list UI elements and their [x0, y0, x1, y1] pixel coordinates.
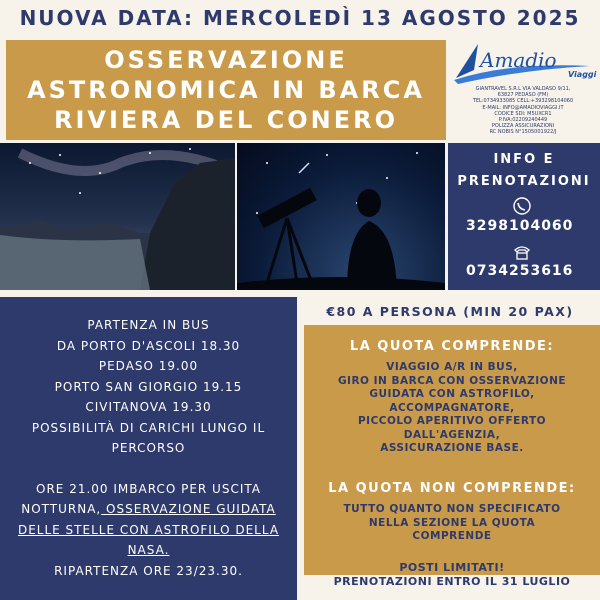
telescope-scene — [237, 143, 445, 290]
boarding-line: ORE 21.00 IMBARCO PER USCITA — [36, 481, 261, 496]
title-line-1: OSSERVAZIONE — [104, 46, 348, 74]
quota-box — [304, 325, 600, 575]
boarding-line: DELLE STELLE CON ASTROFILO DELLA — [17, 522, 280, 537]
departure-panel — [0, 297, 297, 600]
logo-detail-line: TEL:0734933085 CELL:+393298104060 — [472, 98, 574, 105]
excludes-heading: LA QUOTA NON COMPRENDE: — [328, 481, 576, 496]
logo-detail-line: P.IVA:02209240449 — [498, 117, 548, 124]
info-panel — [448, 143, 600, 290]
date-banner — [0, 0, 600, 36]
boarding-line: NASA. — [127, 543, 170, 557]
departure-line: CIVITANOVA 19.30 — [85, 400, 212, 414]
astronomer-photo — [237, 143, 445, 290]
logo-detail-line: GIANTRAVEL S.R.L VIA VALDASO 9/11, — [475, 86, 571, 92]
logo-tagline: Viaggi — [568, 70, 597, 79]
logo-detail-line: 63827 PEDASO (FM) — [497, 92, 549, 99]
date-banner-text: NUOVA DATA: MERCOLEDÌ 13 AGOSTO 2025 — [19, 6, 581, 30]
departure-line: PEDASO 19.00 — [98, 359, 199, 373]
departure-line: DA PORTO D'ASCOLI 18.30 — [56, 338, 241, 353]
boarding-line — [0, 499, 297, 520]
logo-detail-line: RC NOBIS N°1505001922/J — [489, 129, 557, 136]
title-line-3: RIVIERA DEL CONERO — [53, 106, 399, 134]
includes-item: VIAGGIO A/R IN BUS, — [386, 361, 518, 373]
departure-text — [0, 315, 297, 581]
boarding-underlined-text: OSSERVAZIONE GUIDATA — [101, 502, 276, 516]
includes-list — [304, 361, 600, 456]
title-line-2: ASTRONOMICA IN BARCA — [27, 76, 425, 104]
excludes-item: TUTTO QUANTO NON SPECIFICATO — [343, 503, 561, 515]
includes-item: GIRO IN BARCA CON OSSERVAZIONE — [337, 374, 567, 387]
price-label: €80 A PERSONA (MIN 20 PAX) — [326, 303, 574, 319]
excludes-item: COMPRENDE — [412, 530, 492, 542]
info-title-line-1: INFO E — [493, 152, 555, 167]
logo-detail-line: POLIZZA ASSICURAZIONI — [491, 123, 555, 130]
coast-night-photo — [0, 143, 235, 290]
includes-item: GUIDATA CON ASTROFILO, — [369, 388, 535, 400]
includes-heading: LA QUOTA COMPRENDE: — [349, 339, 555, 354]
logo-detail-line: E-MAIL: INFO@AMADIOVIAGGI.IT — [482, 104, 564, 111]
info-title-line-2: PRENOTAZIONI — [457, 174, 591, 189]
title-box — [6, 40, 446, 140]
price-column — [300, 297, 600, 600]
notice-line-2: PRENOTAZIONI ENTRO IL 31 LUGLIO — [333, 575, 571, 588]
whatsapp-number[interactable]: 3298104060 — [466, 218, 574, 234]
booking-notice — [304, 561, 600, 597]
includes-item: ASSICURAZIONE BASE. — [380, 442, 524, 454]
departure-line: PARTENZA IN BUS — [87, 318, 210, 332]
logo-name: Amadio — [480, 48, 557, 72]
phone-number[interactable]: 0734253616 — [466, 263, 574, 279]
coast-scene — [0, 143, 235, 290]
photo-strip — [0, 143, 445, 290]
excludes-item: NELLA SEZIONE LA QUOTA — [368, 516, 536, 529]
includes-item: PICCOLO APERITIVO OFFERTO — [357, 415, 547, 427]
phone-icon — [512, 242, 532, 262]
includes-item: ACCOMPAGNATORE, — [389, 401, 515, 414]
whatsapp-icon — [512, 196, 532, 216]
departure-line: PERCORSO — [111, 441, 186, 455]
excludes-list — [304, 503, 600, 544]
boarding-text: NOTTURNA, — [21, 502, 102, 516]
departure-line: PORTO SAN GIORGIO 19.15 — [54, 379, 243, 394]
includes-item: DALL'AGENZIA, — [403, 428, 501, 441]
logo-details — [450, 86, 596, 136]
info-title — [448, 149, 600, 193]
amadio-logo — [450, 40, 596, 140]
logo-detail-line: CODICE SDI: M5UXCR1 — [494, 110, 552, 117]
notice-line-1: POSTI LIMITATI! — [399, 561, 505, 574]
return-line: RIPARTENZA ORE 23/23.30. — [54, 563, 243, 578]
departure-line: POSSIBILITÀ DI CARICHI LUNGO IL — [31, 420, 266, 435]
